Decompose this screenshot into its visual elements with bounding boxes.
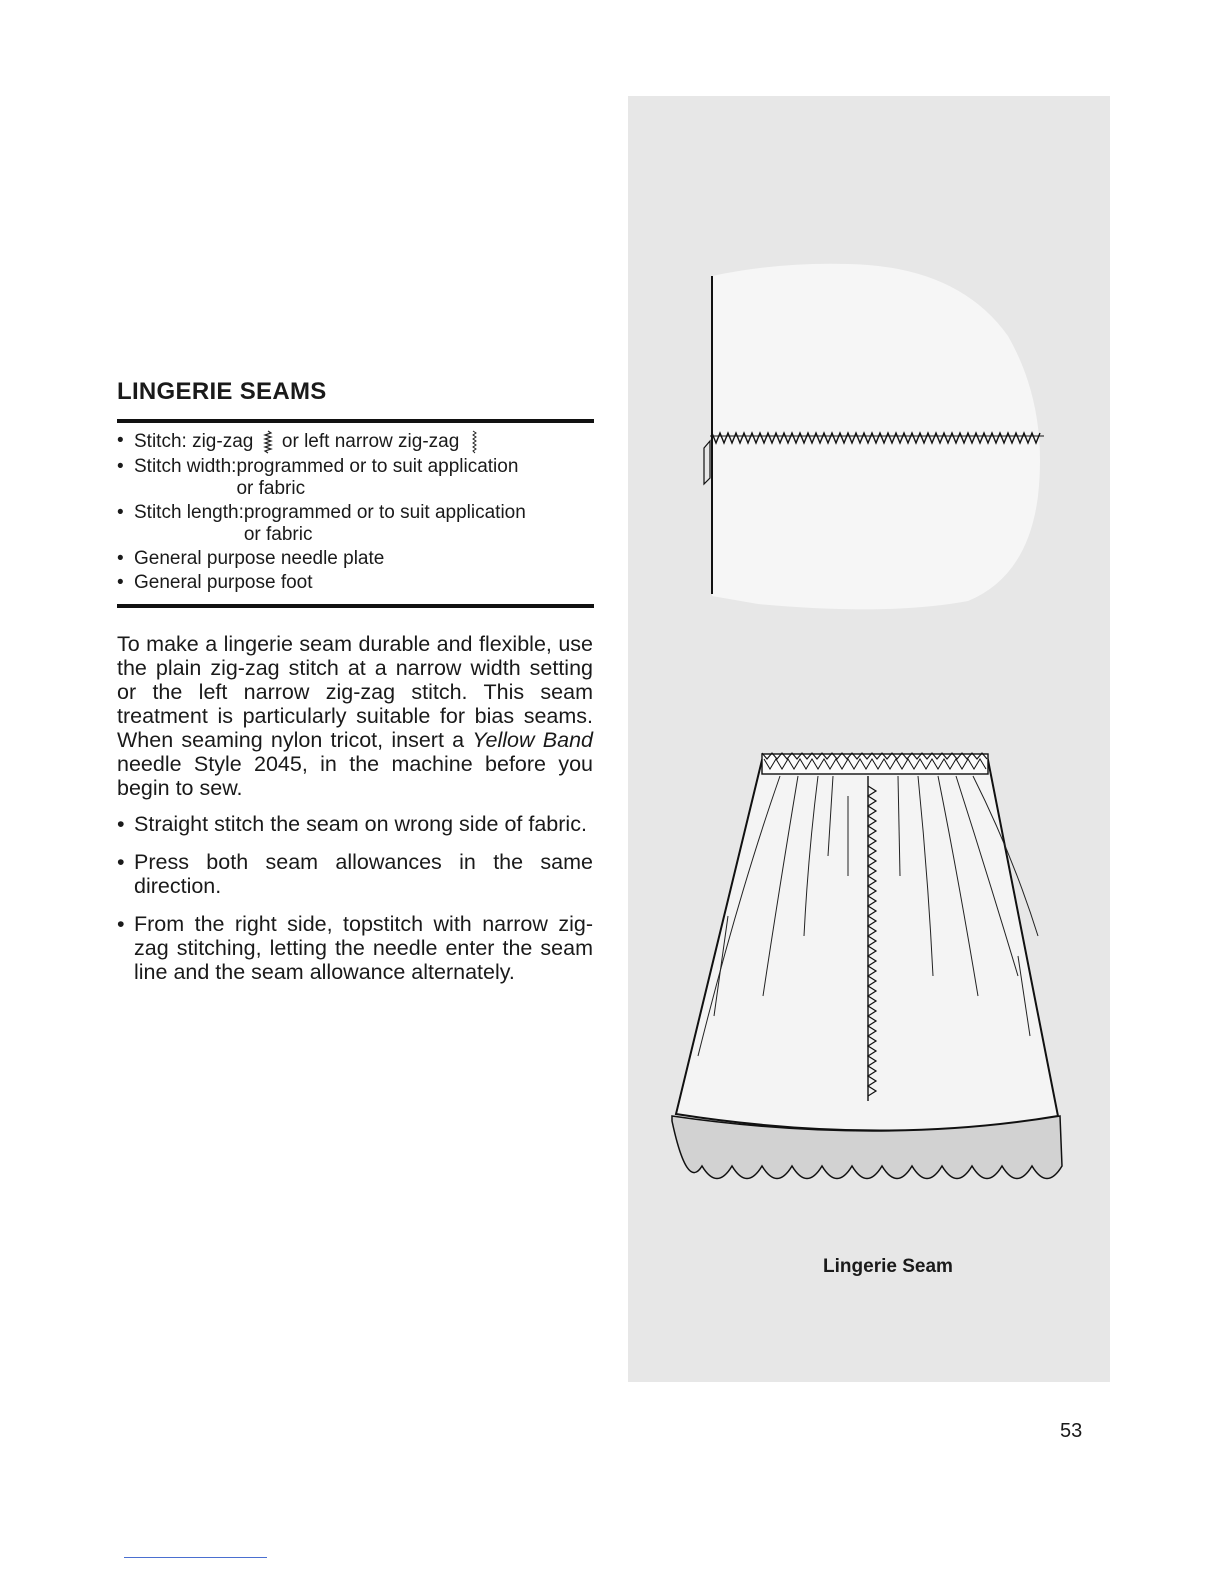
spec-stitch-length-label: Stitch length: [134, 502, 244, 523]
zigzag-icon [263, 430, 273, 454]
intro-paragraph [117, 632, 593, 800]
spec-stitch-width [117, 456, 597, 500]
bottom-rule [117, 604, 594, 608]
figure-caption: Lingerie Seam [823, 1256, 953, 1277]
figure-panel [628, 96, 1110, 1382]
seam-detail-illustration [704, 264, 1044, 610]
page-number: 53 [1060, 1420, 1083, 1442]
spec-stitch-length-value-line1: programmed or to suit application [243, 502, 526, 523]
figure-illustration [628, 96, 1110, 1382]
step-item: • Press both seam allowances in the same direction. [117, 850, 593, 898]
footer-line [124, 1557, 267, 1558]
spec-needle-plate: • General purpose needle plate [117, 548, 597, 570]
page-heading: LINGERIE SEAMS [117, 378, 327, 405]
step-item: • Straight stitch the seam on wrong side of fabric. [117, 812, 593, 836]
spec-stitch-length [117, 502, 597, 546]
intro-part2: needle Style 2045, in the machine before you begin to sew. [117, 752, 593, 800]
spec-list [117, 430, 597, 596]
spec-stitch-label: Stitch: [134, 431, 193, 453]
slip-illustration [672, 753, 1062, 1179]
spec-stitch-width-value-line2: or fabric [236, 478, 306, 499]
intro-emphasis: Yellow Band [472, 728, 593, 752]
steps-list [117, 812, 593, 998]
spec-stitch-length-value-line2: or fabric [243, 524, 313, 545]
spec-stitch-value-1: zig-zag [192, 431, 254, 453]
spec-stitch-width-value-line1: programmed or to suit application [236, 456, 519, 477]
step-item: • From the right side, topstitch with narrow zig-zag stitching, letting the needle enter the seam line and the seam allowance alternately. [117, 912, 593, 984]
top-rule [117, 419, 594, 423]
left-narrow-zigzag-icon [469, 430, 479, 454]
spec-foot: • General purpose foot [117, 572, 597, 594]
intro-part1: To make a lingerie seam durable and flexible, use the plain zig-zag stitch at a narrow width setting or the left narrow zig-zag stitch. This seam treatment is particularly suitable for bias seams. When seaming nylon tricot, insert a [117, 632, 593, 752]
spec-stitch [117, 430, 597, 454]
spec-stitch-value-2: or left narrow zig-zag [281, 431, 460, 453]
spec-stitch-width-label: Stitch width: [134, 456, 237, 477]
